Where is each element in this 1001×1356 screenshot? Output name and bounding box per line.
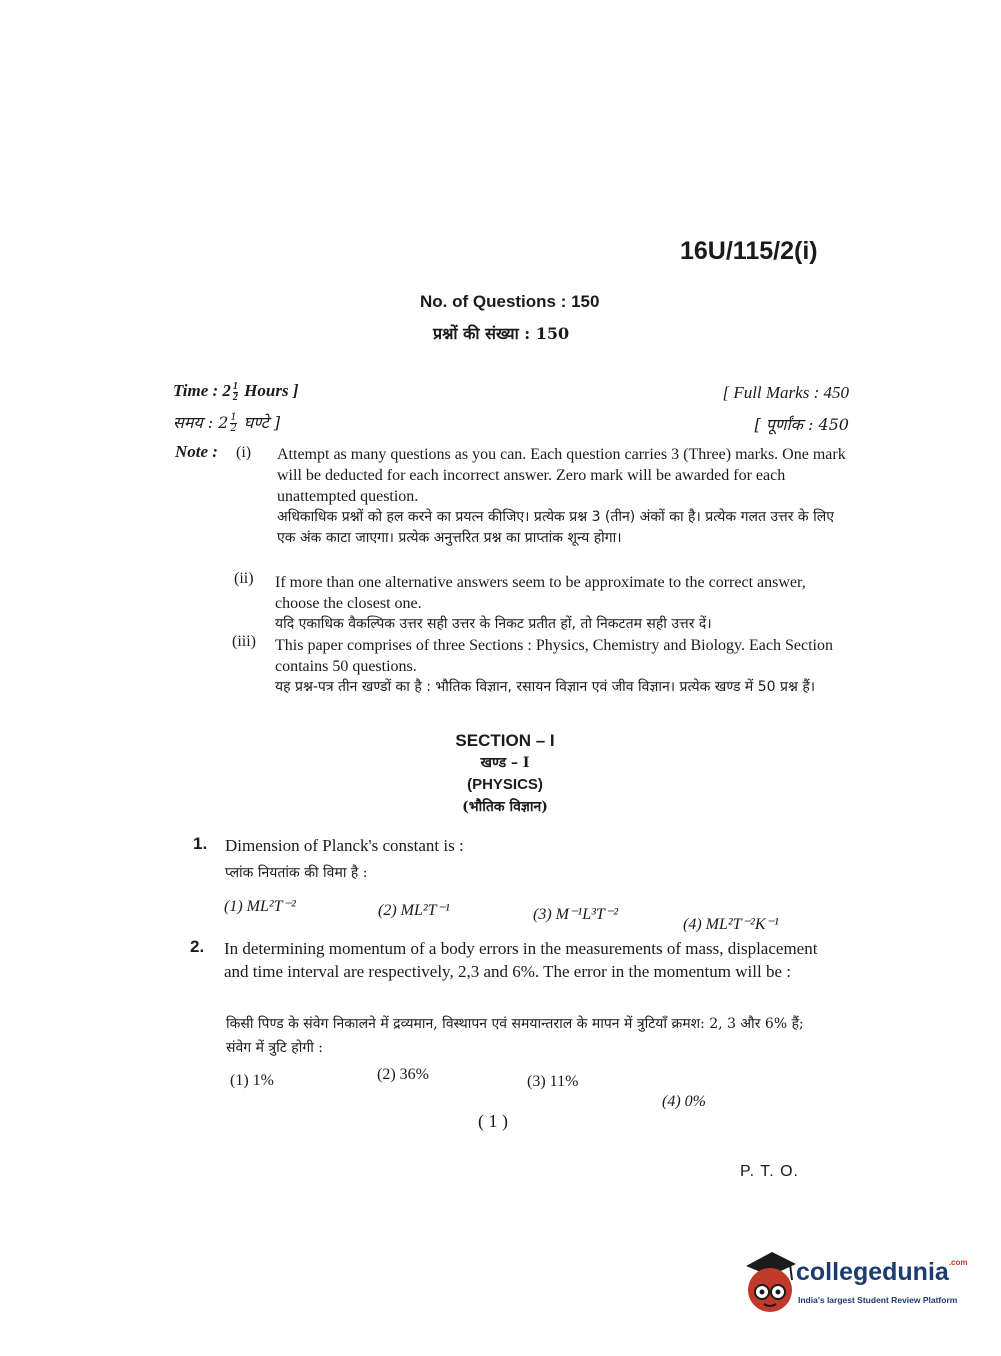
full-marks-hi: [ पूर्णांक : 450: [754, 415, 849, 434]
note-3-en: This paper comprises of three Sections : Physics, Chemistry and Biology. Each Section contains 50 questions.: [275, 637, 833, 675]
time-en-suffix: Hours ]: [239, 381, 299, 400]
note-2-hi: यदि एकाधिक वैकल्पिक उत्तर सही उत्तर के निकट प्रतीत हों, तो निकटतम सही उत्तर दें।: [275, 616, 712, 632]
questions-count-hi: प्रश्नों की संख्या : 150: [433, 324, 570, 343]
question-number: 1.: [193, 834, 208, 853]
note-1-hi: अधिकाधिक प्रश्नों को हल करने का प्रयत्न कीजिए। प्रत्येक प्रश्न 3 (तीन) अंकों का है। प्रत्येक गलत उत्तर के लिए एक अंक काटा जाएगा। प्रत्येक अनुत्तरित प्रश्न का प्राप्तांक शून्य होगा।: [277, 509, 834, 546]
question-1-en: Dimension of Planck's constant is :: [225, 836, 464, 855]
logo-tagline: India's largest Student Review Platform: [798, 1295, 958, 1305]
question-2-option-1: (1) 1%: [230, 1072, 274, 1089]
questions-count-en: No. of Questions : 150: [420, 292, 600, 311]
question-2-option-4: (4) 0%: [662, 1093, 706, 1110]
section-subject-en: (PHYSICS): [467, 776, 543, 793]
note-3: [275, 635, 850, 698]
note-2-en: If more than one alternative answers seem to be approximate to the correct answer, choose the closest one.: [275, 574, 806, 612]
note-2: [275, 572, 850, 635]
fraction-half: [233, 382, 238, 403]
fraction-half-hi: [230, 413, 236, 434]
question-1-option-2: (2) ML²T⁻¹: [378, 902, 450, 919]
question-2-hi: किसी पिण्ड के संवेग निकालने में द्रव्यमान, विस्थापन एवं समयान्तराल के मापन में त्रुटियाँ क्रमश: 2, 3 और 6% हैं; संवेग में त्रुटि होगी :: [226, 1016, 804, 1056]
note-label: Note :: [175, 442, 218, 461]
pto: P. T. O.: [740, 1163, 799, 1180]
fraction-den: 2: [232, 391, 238, 403]
logo-name: [796, 1258, 967, 1287]
time-en-prefix: Time : 2: [173, 381, 231, 400]
note-1: [277, 444, 852, 549]
question-1-option-1: (1) ML²T⁻²: [224, 898, 296, 915]
mascot-icon: [742, 1248, 798, 1318]
time-hi: [173, 411, 280, 434]
question-number: 2.: [190, 937, 205, 956]
time-hi-suffix: घण्टे ]: [238, 413, 281, 432]
full-marks-en: [ Full Marks : 450: [722, 383, 849, 402]
section-title-hi: खण्ड – I: [480, 755, 530, 771]
question-1-option-4: (4) ML²T⁻²K⁻¹: [683, 916, 779, 933]
logo-name-text: collegedunia: [796, 1258, 949, 1286]
section-title-en: SECTION – I: [455, 731, 555, 750]
note-num-3: (iii): [232, 633, 256, 650]
logo-suffix: .com: [948, 1258, 968, 1267]
page-number: ( 1 ): [478, 1111, 508, 1131]
section-heading: [410, 730, 600, 818]
fraction-den-hi: 2: [230, 423, 237, 434]
section-subject-hi: (भौतिक विज्ञान): [462, 799, 548, 815]
note-num-1: (i): [236, 444, 252, 461]
note-num-2: (ii): [234, 570, 254, 587]
fraction-num-hi: 1: [230, 412, 237, 423]
time-hi-prefix: समय : 2: [173, 413, 229, 432]
question-1-hi: प्लांक नियतांक की विमा है :: [225, 865, 368, 881]
question-2-en: In determining momentum of a body errors in the measurements of mass, displacement and time interval are respectively, 2,3 and 6%. The error in the momentum will be :: [224, 939, 818, 981]
question-1-option-3: (3) M⁻¹L³T⁻²: [533, 906, 619, 923]
note-3-hi: यह प्रश्न-पत्र तीन खण्डों का है : भौतिक विज्ञान, रसायन विज्ञान एवं जीव विज्ञान। प्रत्येक खण्ड में 50 प्रश्न हैं।: [275, 679, 816, 695]
collegedunia-logo[interactable]: [742, 1248, 967, 1323]
question-2-option-3: (3) 11%: [527, 1073, 579, 1090]
note-1-en: Attempt as many questions as you can. Each question carries 3 (Three) marks. One mark will be deducted for each incorrect answer. Zero mark will be awarded for each unattempted question.: [277, 446, 846, 505]
question-2-option-2: (2) 36%: [377, 1066, 429, 1083]
time-en: [173, 381, 298, 403]
fraction-num: 1: [232, 380, 238, 392]
paper-code: 16U/115/2(i): [680, 237, 818, 265]
